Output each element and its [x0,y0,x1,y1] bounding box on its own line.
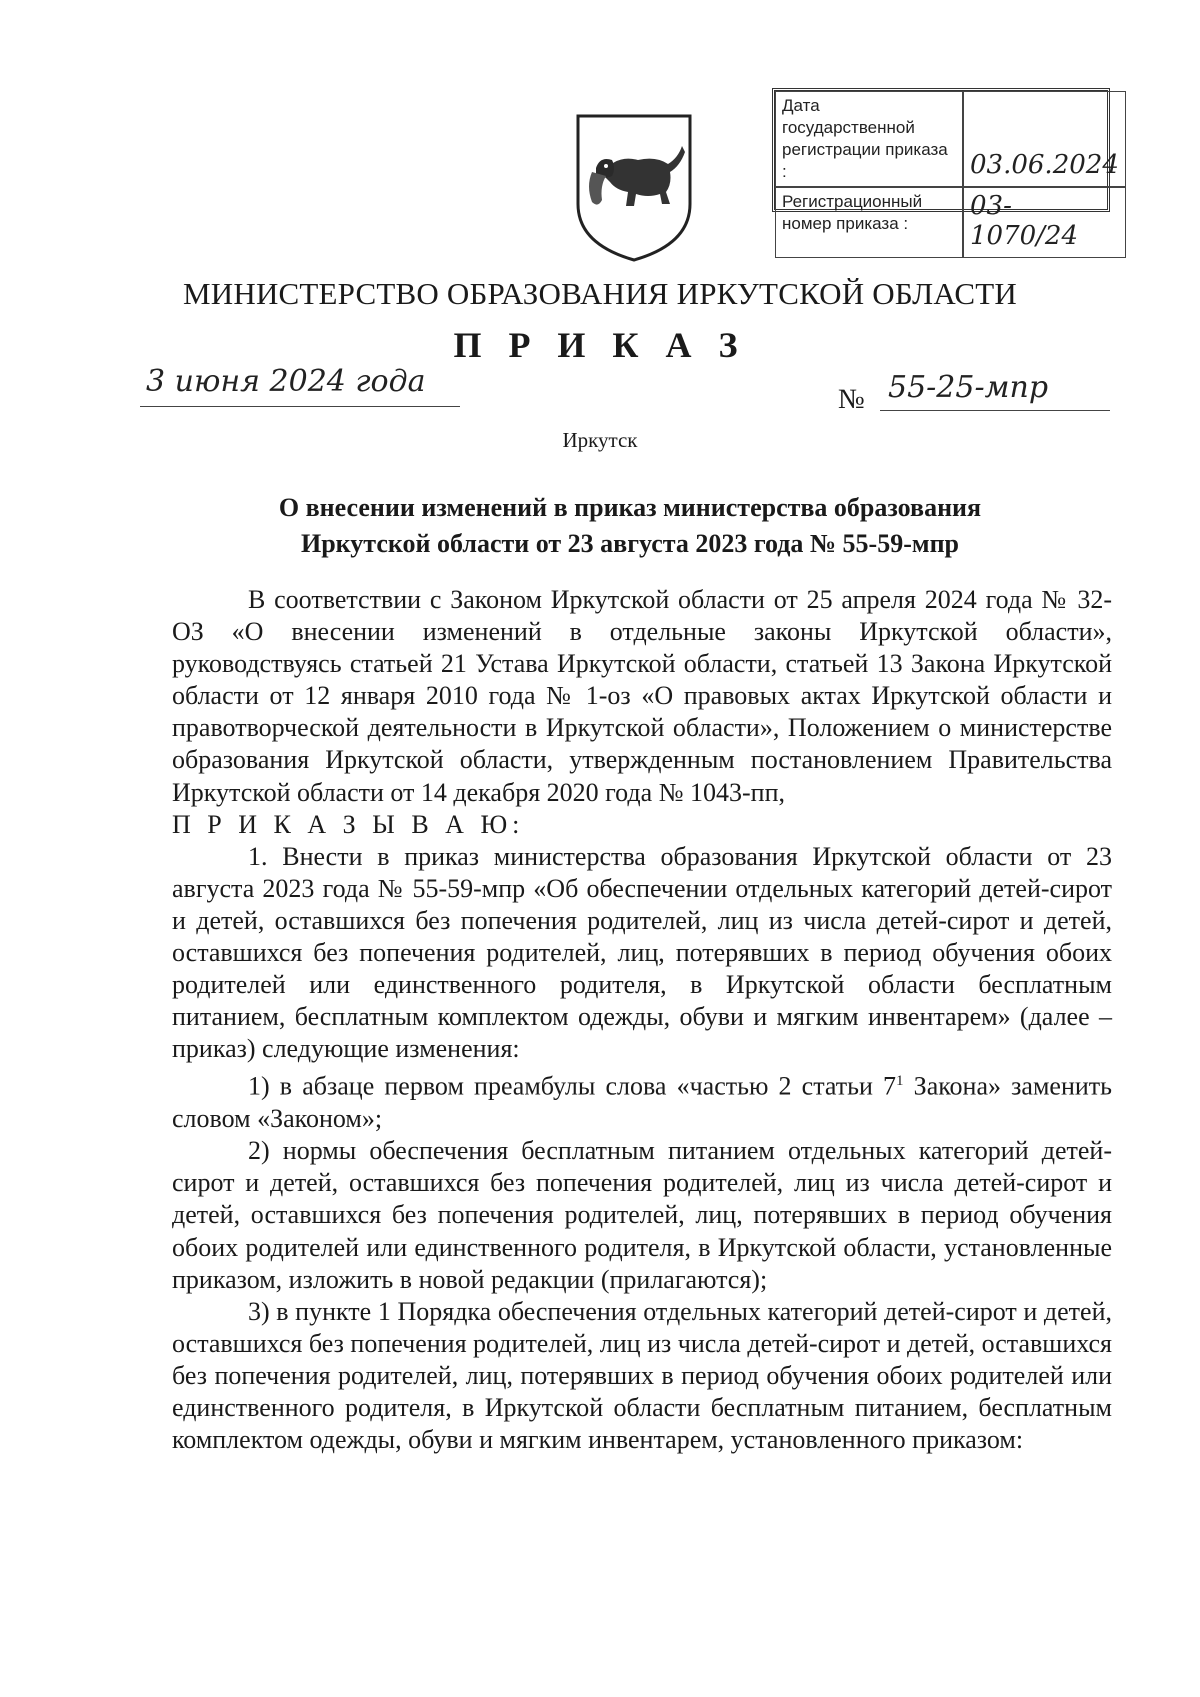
order-body [172,584,1112,1456]
subitem-1-text-end: Закона» заменить словом «Законом»; [172,1072,1112,1134]
handwritten-date: 3 июня 2024 года [146,364,426,399]
coat-of-arms-icon [572,112,696,264]
subitem-3-paragraph: 3) в пункте 1 Порядка обеспечения отдельных категорий детей-сирот и детей, оставшихся без попечения родителей, лиц из числа детей-сирот и детей, оставшихся без попечения родителей, лиц, потерявших в период обучения обоих родителей или единственного родителя, в Иркутской области бесплатным питанием, бесплатным комплектом одежды, обуви и мягким инвентарем, установленного приказом: [172,1296,1112,1455]
item-1-paragraph: 1. Внести в приказ министерства образования Иркутской области от 23 августа 2023 года № 55-59-мпр «Об обеспечении отдельных категорий детей-сирот и детей, оставшихся без попечения родителей, лиц из числа детей-сирот и детей, оставшихся без попечения родителей, лиц, потерявших в период обучения обоих родителей или единственного родителя, в Иркутской области бесплатным питанием, бесплатным комплектом одежды, обуви и мягким инвентарем» (далее – приказ) следующие изменения: [172,841,1112,1064]
date-underline [140,406,460,407]
registration-date-value: 03.06.2024 [963,91,1126,187]
subitem-2-paragraph: 2) нормы обеспечения бесплатным питанием отдельных категорий детей-сирот и детей, оставшихся без попечения родителей, лиц из числа детей-сирот и детей, оставшихся без попечения родителей, лиц, потерявших в период обучения обоих родителей или единственного родителя, в Иркутской области, установленные приказом, изложить в новой редакции (прилагаются); [172,1136,1112,1294]
ministry-name: МИНИСТЕРСТВО ОБРАЗОВАНИЯ ИРКУТСКОЙ ОБЛАСТИ [183,276,1017,311]
subitem-1-paragraph [172,1065,1112,1135]
subject-line: Иркутской области от 23 августа 2023 года № 55-59-мпр [300,529,960,558]
superscript: 1 [896,1073,904,1090]
registration-date-label: Дата государственной регистрации приказа : [775,91,963,187]
city: Иркутск [562,428,638,452]
order-word: П Р И К А З Ы В А Ю: [172,809,525,839]
number-sign: № [838,384,865,415]
registration-stamp [772,88,1119,251]
number-underline [880,410,1110,411]
document-title: П Р И К А З [453,325,747,365]
subitem-1-text: 1) в абзаце первом преамбулы слова «частью 2 статьи 7 [248,1072,897,1102]
registration-number-label: Регистрационный номер приказа : [775,187,963,258]
handwritten-order-number: 55-25-мпр [888,370,1049,405]
order-subject [160,490,1100,562]
subject-line: О внесении изменений в приказ министерства образования [278,493,982,522]
preamble-paragraph: В соответствии с Законом Иркутской области от 25 апреля 2024 года № 32-ОЗ «О внесении изменений в отдельные законы Иркутской области», руководствуясь статьей 21 Устава Иркутской области, статьей 13 Закона Иркутской области от 12 января 2010 года № 1-оз «О правовых актах Иркутской области и правотворческой деятельности в Иркутской области», Положением о министерстве образования Иркутской области, утвержденным постановлением Правительства Иркутской области от 14 декабря 2020 года № 1043-пп, [172,585,1112,807]
registration-number-value: 03-1070/24 [963,187,1126,258]
